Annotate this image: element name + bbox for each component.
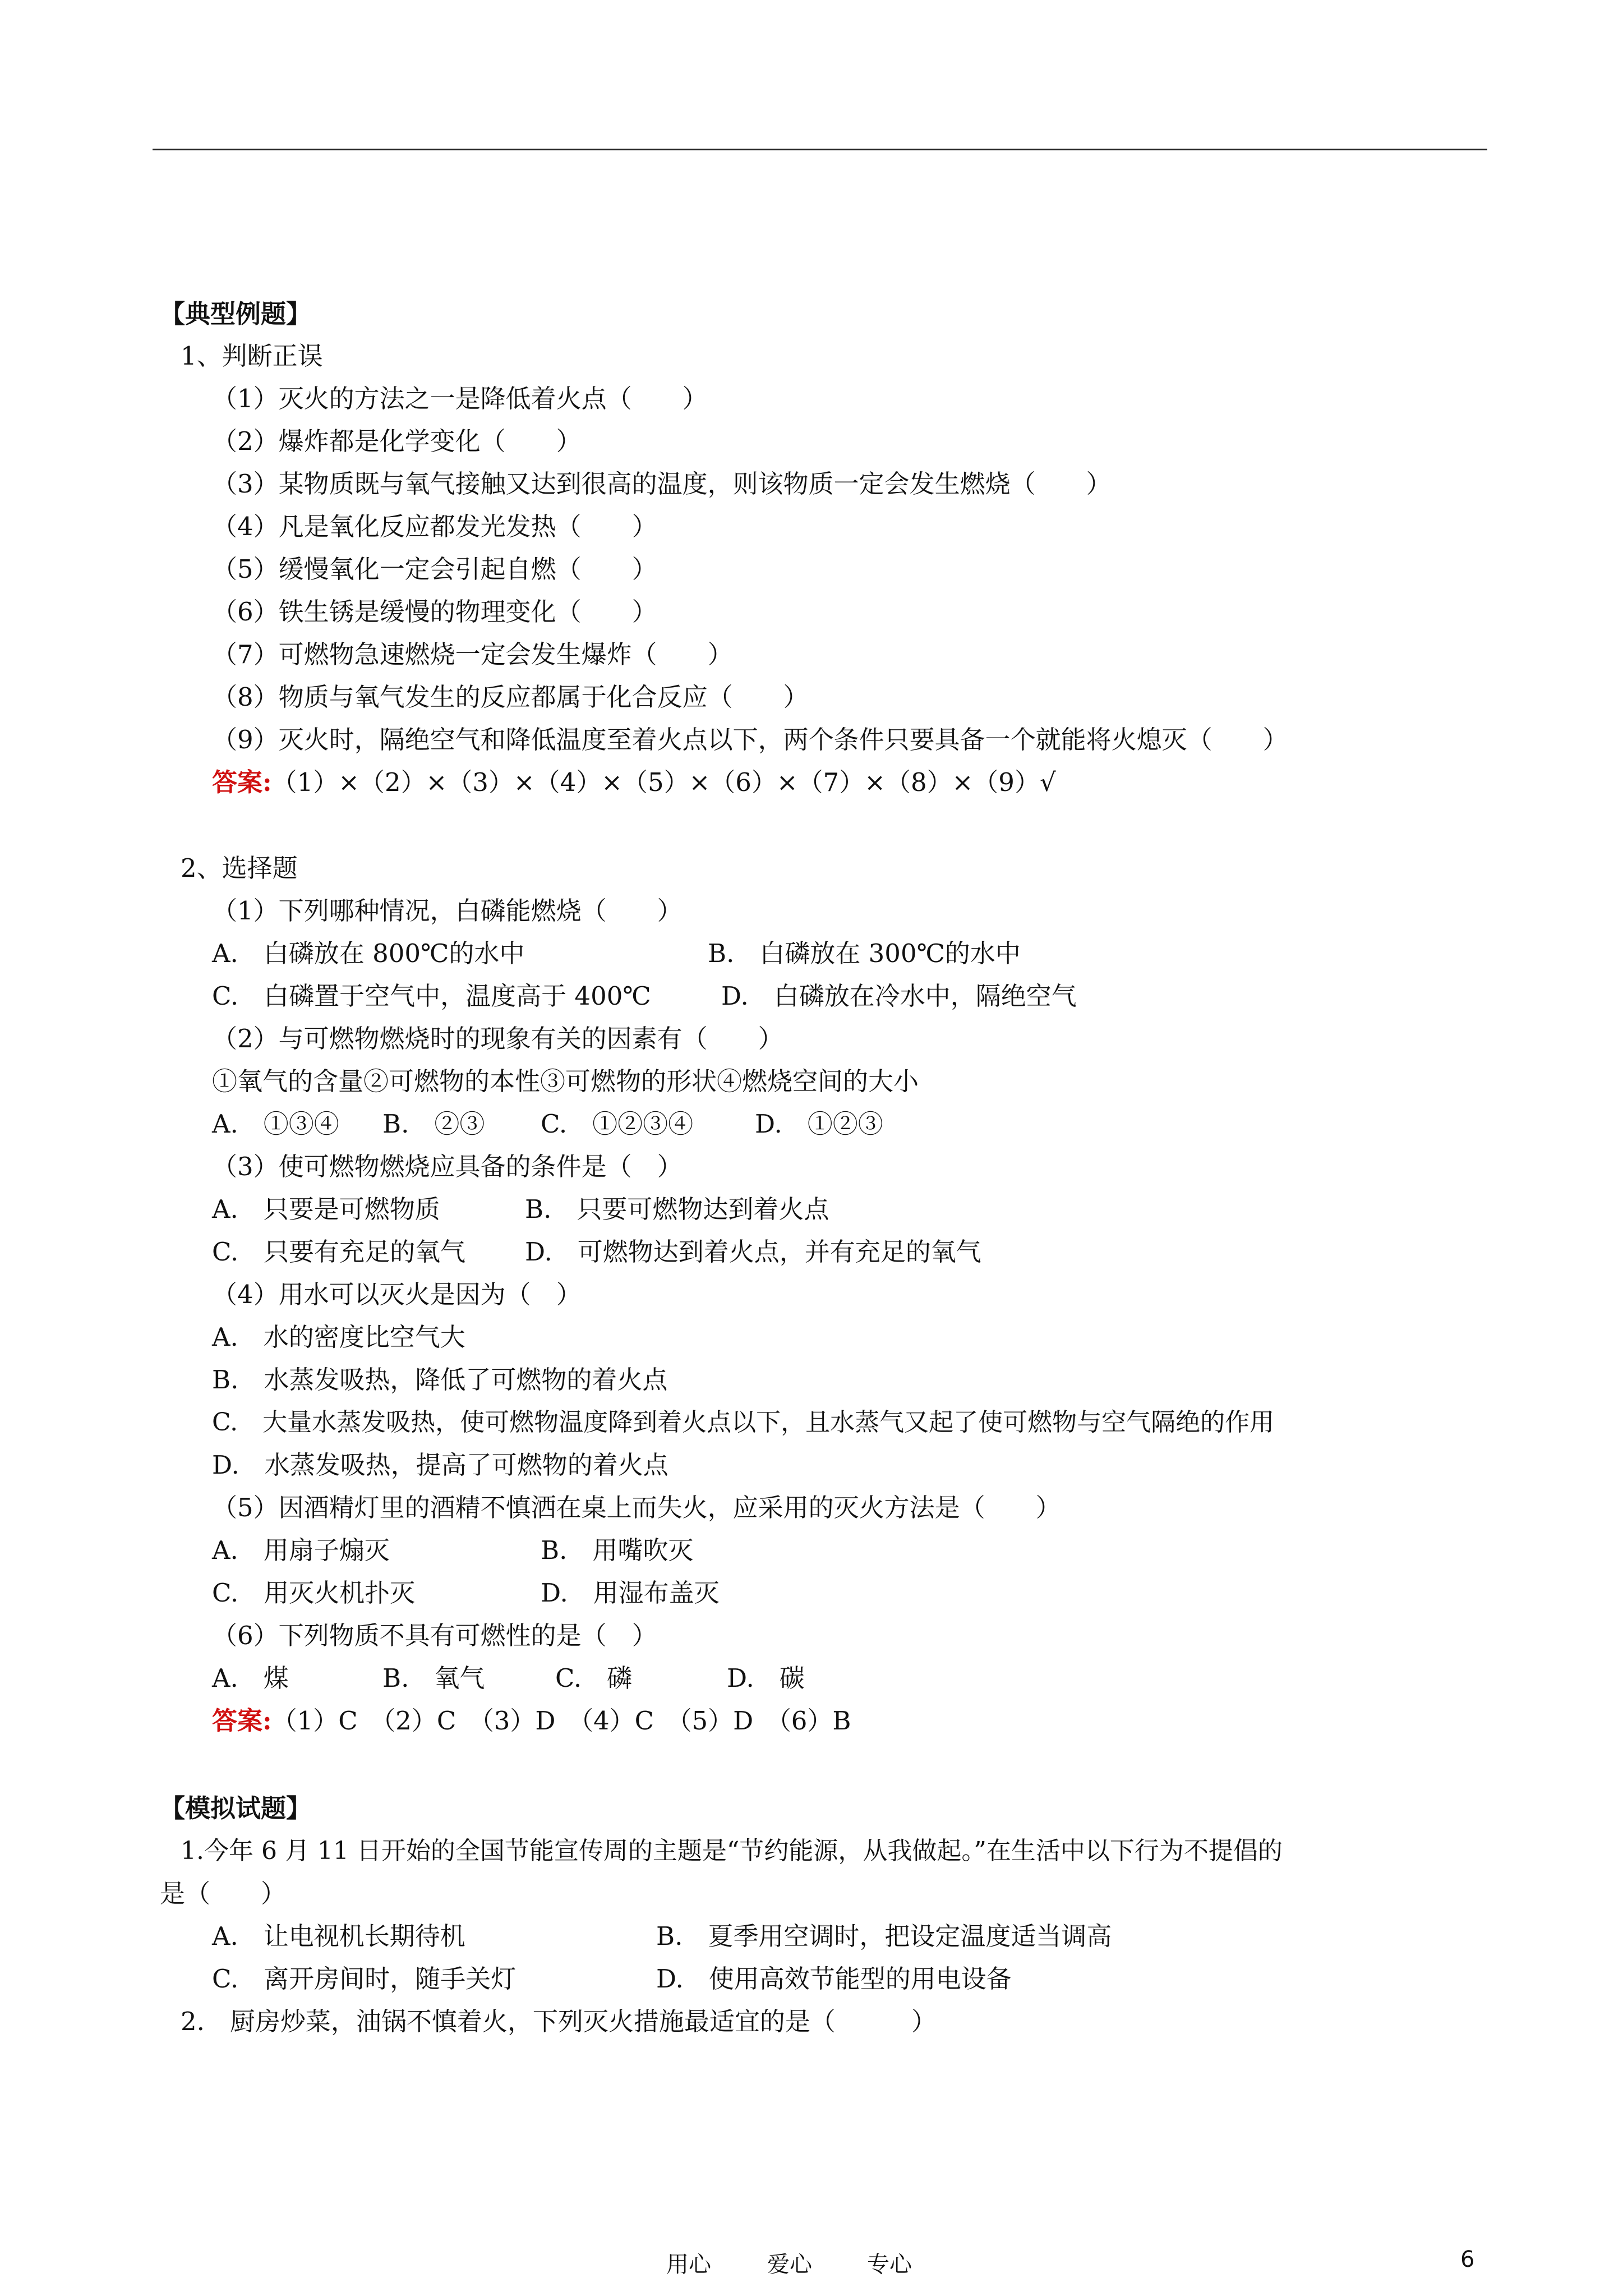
answer-text: （1）C （2）C （3）D （4）C （5）D （6）B [271,1706,851,1736]
q2-2-option-d: D. ①②③ [755,1109,883,1139]
q2-4-stem: （4）用水可以灭火是因为（ ） [212,1280,582,1309]
q2-6-option-d: D. 碳 [727,1663,805,1693]
q2-3-option-c: C. 只要有充足的氧气 [212,1237,466,1267]
question-1-title: 1、判断正误 [181,341,323,371]
q2-3-option-d: D. 可燃物达到着火点，并有充足的氧气 [525,1237,981,1267]
q2-5-option-c: C. 用灭火机扑灭 [212,1578,416,1608]
q2-3-stem: （3）使可燃物燃烧应具备的条件是（ ） [212,1152,683,1181]
q2-1-option-d: D. 白磷放在冷水中，隔绝空气 [721,981,1077,1011]
q2-6-option-a: A. 煤 [212,1663,289,1693]
q2-5-option-d: D. 用湿布盖灭 [541,1578,720,1608]
section-heading-examples: 【典型例题】 [160,299,312,329]
q1-item-2: （2）爆炸都是化学变化（ ） [212,426,582,456]
q1-answer [212,766,1056,799]
mock-q1-line-1: 1.今年 6 月 11 日开始的全国节能宣传周的主题是“节约能源，从我做起。”在生活中以下行为不提倡的 [181,1837,1283,1865]
q1-item-8: （8）物质与氧气发生的反应都属于化合反应（ ） [212,682,809,712]
q2-2-option-a: A. ①③④ [212,1109,339,1139]
q2-2-option-b: B. ②③ [382,1109,485,1139]
q2-6-option-c: C. 磷 [555,1663,633,1693]
q2-6-stem: （6）下列物质不具有可燃性的是（ ） [212,1621,657,1650]
q2-4-option-c: C. 大量水蒸发吸热，使可燃物温度降到着火点以下，且水蒸气又起了使可燃物与空气隔绝的作用 [212,1408,1275,1437]
mock-q1-line-2: 是（ ） [160,1879,287,1908]
q2-4-option-b: B. 水蒸发吸热，降低了可燃物的着火点 [212,1365,668,1395]
mock-q1-option-b: B. 夏季用空调时，把设定温度适当调高 [656,1921,1112,1951]
footer-left: 用心 [666,2252,711,2277]
q2-5-stem: （5）因酒精灯里的酒精不慎洒在桌上而失火，应采用的灭火方法是（ ） [212,1493,1061,1522]
q2-4-option-a: A. 水的密度比空气大 [212,1322,465,1352]
section-heading-mock: 【模拟试题】 [160,1793,312,1823]
q1-item-4: （4）凡是氧化反应都发光发热（ ） [212,512,657,541]
footer-middle: 爱心 [767,2252,812,2277]
q2-5-option-a: A. 用扇子煽灭 [212,1535,390,1565]
mock-q2-stem: 2. 厨房炒菜，油锅不慎着火，下列灭火措施最适宜的是（ ） [181,2007,937,2036]
mock-q1-option-c: C. 离开房间时，随手关灯 [212,1964,517,1994]
q1-item-6: （6）铁生锈是缓慢的物理变化（ ） [212,597,657,627]
page-number: 6 [1460,2247,1475,2272]
answer-text: （1）×（2）×（3）×（4）×（5）×（6）×（7）×（8）×（9）√ [271,767,1056,797]
q1-item-7: （7）可燃物急速燃烧一定会发生爆炸（ ） [212,639,733,669]
answer-label: 答案: [212,767,272,797]
q2-1-option-b: B. 白磷放在 300℃的水中 [708,938,1021,968]
q2-2-option-c: C. ①②③④ [541,1109,694,1139]
q1-item-9: （9）灭火时，隔绝空气和降低温度至着火点以下，两个条件只要具备一个就能将火熄灭（ ） [212,725,1288,754]
q1-item-3: （3）某物质既与氧气接触又达到很高的温度，则该物质一定会发生燃烧（ ） [212,469,1112,499]
q2-answer [212,1704,851,1738]
header-rule [153,149,1487,150]
q2-2-stem: （2）与可燃物燃烧时的现象有关的因素有（ ） [212,1024,783,1053]
q1-item-1: （1）灭火的方法之一是降低着火点（ ） [212,384,708,413]
q2-6-option-b: B. 氧气 [382,1663,485,1693]
question-2-title: 2、选择题 [181,853,298,883]
q1-item-5: （5）缓慢氧化一定会引起自燃（ ） [212,554,657,584]
mock-q1-option-d: D. 使用高效节能型的用电设备 [656,1964,1012,1994]
q2-3-option-b: B. 只要可燃物达到着火点 [525,1194,829,1224]
q2-3-option-a: A. 只要是可燃物质 [212,1194,440,1224]
q2-1-option-c: C. 白磷置于空气中，温度高于 400℃ [212,981,651,1011]
q2-1-option-a: A. 白磷放在 800℃的水中 [212,938,525,968]
q2-2-subtext: ①氧气的含量②可燃物的本性③可燃物的形状④燃烧空间的大小 [212,1066,919,1096]
mock-q1-option-a: A. 让电视机长期待机 [212,1921,465,1951]
footer-right: 专心 [867,2252,912,2277]
answer-label: 答案: [212,1706,272,1736]
q2-5-option-b: B. 用嘴吹灭 [541,1535,694,1565]
q2-4-option-d: D. 水蒸发吸热，提高了可燃物的着火点 [212,1450,668,1480]
q2-1-stem: （1）下列哪种情况，白磷能燃烧（ ） [212,896,683,926]
